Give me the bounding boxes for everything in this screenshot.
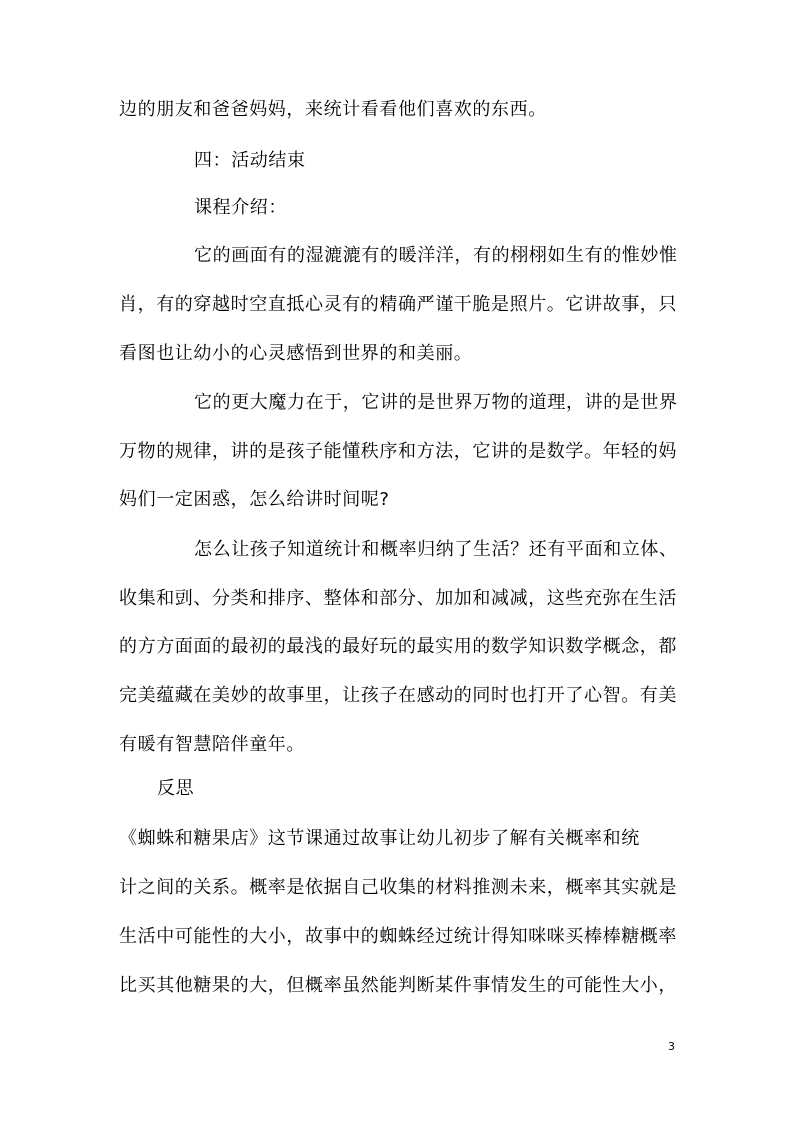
text-line: 它的画面有的湿漉漉有的暖洋洋，有的栩栩如生有的惟妙惟 [194, 245, 678, 266]
text-line: 生活中可能性的大小，故事中的蜘蛛经过统计得知咪咪买棒棒糖概率 [119, 926, 677, 947]
text-line: 有暖有智慧陪伴童年。 [119, 734, 305, 755]
text-line: 收集和剅、分类和排序、整体和部分、加加和减减，这些充弥在生活 [119, 588, 677, 609]
text-line: 计之间的关系。概率是依据自己收集的材料推测未来，概率其实就是 [119, 877, 677, 898]
text-line: 它的更大魔力在于，它讲的是世界万物的道理，讲的是世界 [194, 392, 678, 413]
subsection-heading: 课程介绍： [194, 197, 287, 218]
section-heading: 四：活动结束 [194, 150, 306, 171]
text-line: 《蜘蛛和糖果店》这节课通过故事让幼儿初步了解有关概率和统 [119, 828, 640, 849]
text-line: 肖，有的穿越时空直抵心灵有的精确严谨干脆是照片。它讲故事，只 [119, 294, 677, 315]
text-line: 看图也让幼小的心灵感悟到世界的和美丽。 [119, 343, 473, 364]
text-line: 完美蕴藏在美妙的故事里，让孩子在感动的同时也打开了心智。有美 [119, 685, 677, 706]
text-line: 妈们一定困惑，怎么给讲时间呢? [119, 489, 390, 510]
text-line: 怎么让孩子知道统计和概率归纳了生活？还有平面和立体、 [194, 539, 678, 560]
page-number: 3 [668, 1040, 675, 1053]
text-line: 万物的规律，讲的是孩子能懂秩序和方法，它讲的是数学。年轻的妈 [119, 441, 677, 462]
text-line: 的方方面面的最初的最浅的最好玩的最实用的数学知识数学概念，都 [119, 636, 677, 657]
text-line: 边的朋友和爸爸妈妈，来统计看看他们喜欢的东西。 [119, 99, 547, 120]
section-heading: 反思 [157, 778, 195, 799]
text-line: 比买其他糖果的大，但概率虽然能判断某件事情发生的可能性大小， [119, 975, 677, 996]
